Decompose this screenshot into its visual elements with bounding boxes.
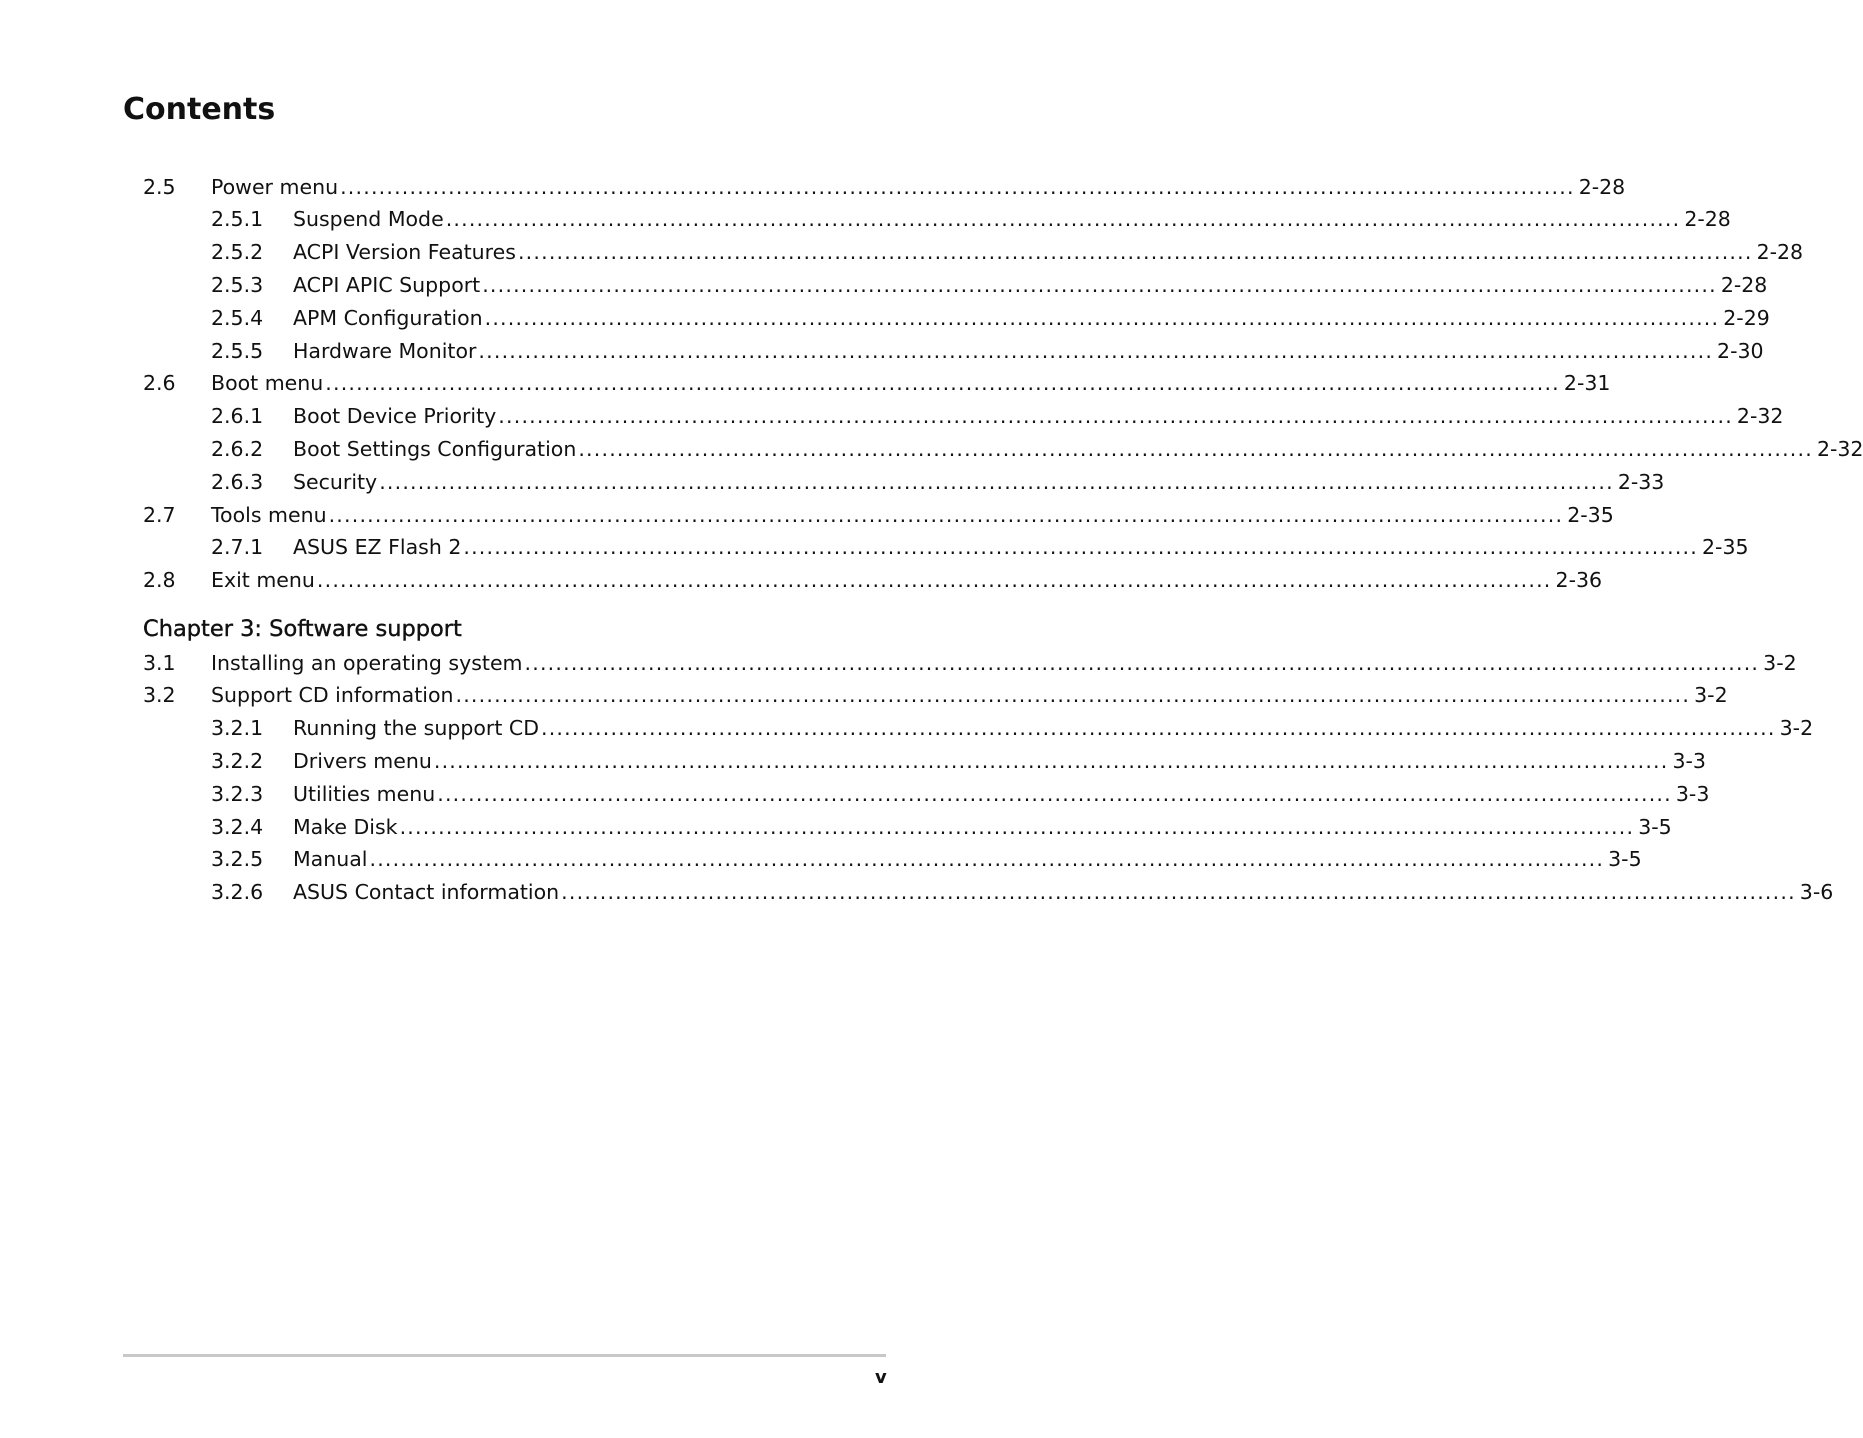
toc-entry[interactable]: [211, 432, 1863, 465]
toc-entry-title: Exit menu: [211, 568, 315, 593]
toc-entry-title: Boot Device Priority: [293, 404, 497, 429]
toc-entry-number: 2.5.2: [211, 240, 264, 265]
toc-entry-page: 3-2: [1694, 683, 1728, 708]
toc-entry[interactable]: [143, 170, 1626, 203]
toc-entry-title: Running the support CD: [293, 716, 539, 741]
toc-entry[interactable]: [211, 744, 1706, 777]
toc-entry-page: 2-36: [1555, 568, 1603, 593]
toc-entry-title: APM Configuration: [293, 305, 483, 330]
toc-entry-title: Installing an operating system: [211, 650, 523, 675]
toc-entry-title: ACPI APIC Support: [293, 272, 481, 297]
toc-entry-page: 2-30: [1717, 338, 1764, 363]
toc-entry-page: 3-2: [1763, 650, 1797, 675]
toc-entry-title: ASUS Contact information: [293, 880, 560, 905]
dot-leader: ................................................................................................................................................................: [524, 650, 1760, 675]
dot-leader: ................................................................................................................................................................: [455, 683, 1691, 708]
toc-entry-number: 2.7: [143, 502, 176, 527]
toc-entry-number: 2.6.2: [211, 436, 264, 461]
footer-rule: [123, 1354, 886, 1357]
dot-leader: ................................................................................................................................................................: [541, 716, 1776, 741]
toc-entry-title: ASUS EZ Flash 2: [293, 535, 462, 560]
dot-leader: ................................................................................................................................................................: [463, 535, 1698, 560]
toc-entry-page: 2-29: [1723, 305, 1770, 330]
toc-entry[interactable]: [211, 843, 1642, 876]
toc-entry-number: 3.2.2: [211, 748, 264, 773]
toc-entry-page: 2-32: [1736, 404, 1784, 429]
toc-entry[interactable]: [143, 564, 1603, 597]
dot-leader: ................................................................................................................................................................: [517, 240, 1753, 265]
dot-leader: ................................................................................................................................................................: [379, 469, 1614, 494]
toc-entry-title: Power menu: [211, 174, 339, 199]
toc-entry-page: 2-33: [1617, 469, 1665, 494]
chapter-heading: Chapter 3: Software support: [143, 616, 462, 642]
toc-entry-page: 2-32: [1816, 436, 1863, 461]
toc-entry-page: 3-3: [1672, 748, 1706, 773]
dot-leader: ................................................................................................................................................................: [437, 781, 1672, 806]
toc-entry[interactable]: [211, 810, 1672, 843]
toc-entry-page: 2-28: [1720, 272, 1768, 297]
toc-entry-page: 2-35: [1702, 535, 1749, 560]
dot-leader: ................................................................................................................................................................: [484, 305, 1720, 330]
dot-leader: ................................................................................................................................................................: [498, 404, 1733, 429]
toc-entry-page: 3-2: [1779, 716, 1814, 741]
toc-entry-number: 3.2.1: [211, 716, 264, 741]
page-title: Contents: [123, 92, 276, 127]
toc-entry[interactable]: [211, 777, 1710, 810]
toc-entry-number: 3.2.5: [211, 847, 264, 872]
toc-entry-page: 3-5: [1608, 847, 1642, 872]
toc-entry[interactable]: [211, 400, 1784, 433]
toc-entry[interactable]: [143, 646, 1797, 679]
toc-entry-title: Hardware Monitor: [293, 338, 477, 363]
toc-entry-title: Utilities menu: [293, 781, 436, 806]
toc-entry-number: 2.5.5: [211, 338, 264, 363]
dot-leader: ................................................................................................................................................................: [445, 207, 1681, 232]
toc-entry-page: 3-6: [1799, 880, 1834, 905]
toc-entry-page: 3-3: [1675, 781, 1710, 806]
dot-leader: ................................................................................................................................................................: [369, 847, 1605, 872]
toc-entry[interactable]: [211, 268, 1768, 301]
toc-entry-title: Boot Settings Configuration: [293, 436, 577, 461]
toc-entry-number: 2.6.3: [211, 469, 264, 494]
toc-entry[interactable]: [143, 367, 1611, 400]
toc-entry-page: 2-28: [1578, 174, 1626, 199]
toc-entry-title: Tools menu: [211, 502, 327, 527]
dot-leader: ................................................................................................................................................................: [399, 814, 1635, 839]
toc-entry[interactable]: [211, 334, 1764, 367]
toc-entry-title: ACPI Version Features: [293, 240, 516, 265]
toc-entry-page: 2-31: [1563, 371, 1611, 396]
toc-entry-number: 2.8: [143, 568, 176, 593]
toc-entry[interactable]: [211, 236, 1804, 269]
dot-leader: ................................................................................................................................................................: [482, 272, 1717, 297]
toc-entry-title: Drivers menu: [293, 748, 432, 773]
dot-leader: ................................................................................................................................................................: [578, 436, 1813, 461]
toc-entry-number: 2.6.1: [211, 404, 264, 429]
toc-entry-number: 3.1: [143, 650, 176, 675]
toc-entry-title: Security: [293, 469, 378, 494]
toc-entry[interactable]: [211, 203, 1731, 236]
toc-entry[interactable]: [143, 498, 1614, 531]
toc-entry-number: 3.2: [143, 683, 176, 708]
toc-entry-number: 2.7.1: [211, 535, 264, 560]
dot-leader: ................................................................................................................................................................: [328, 502, 1564, 527]
toc-entry[interactable]: [211, 531, 1749, 564]
toc-entry[interactable]: [211, 712, 1814, 745]
toc-entry[interactable]: [211, 301, 1770, 334]
toc-entry-title: Make Disk: [293, 814, 398, 839]
toc-entry-page: 2-28: [1756, 240, 1804, 265]
toc-entry-number: 3.2.4: [211, 814, 264, 839]
toc-entry-number: 2.6: [143, 371, 176, 396]
toc-entry-title: Support CD information: [211, 683, 454, 708]
toc-entry[interactable]: [211, 465, 1665, 498]
toc-entry[interactable]: [211, 876, 1834, 909]
dot-leader: ................................................................................................................................................................: [433, 748, 1669, 773]
toc-entry-title: Manual: [293, 847, 368, 872]
toc-entry-number: 2.5.1: [211, 207, 264, 232]
page-number: v: [875, 1367, 887, 1388]
toc-entry-number: 2.5.4: [211, 305, 264, 330]
dot-leader: ................................................................................................................................................................: [561, 880, 1796, 905]
toc-entry-number: 2.5: [143, 174, 176, 199]
toc-entry[interactable]: [143, 679, 1728, 712]
dot-leader: ................................................................................................................................................................: [325, 371, 1560, 396]
toc-entry-page: 3-5: [1638, 814, 1672, 839]
toc-entry-title: Suspend Mode: [293, 207, 444, 232]
dot-leader: ................................................................................................................................................................: [478, 338, 1714, 363]
toc-entry-number: 3.2.3: [211, 781, 264, 806]
dot-leader: ................................................................................................................................................................: [316, 568, 1552, 593]
toc-entry-number: 3.2.6: [211, 880, 264, 905]
dot-leader: ................................................................................................................................................................: [340, 174, 1575, 199]
toc-entry-page: 2-35: [1567, 502, 1614, 527]
toc-entry-page: 2-28: [1684, 207, 1731, 232]
toc-entry-number: 2.5.3: [211, 272, 264, 297]
toc-entry-title: Boot menu: [211, 371, 324, 396]
